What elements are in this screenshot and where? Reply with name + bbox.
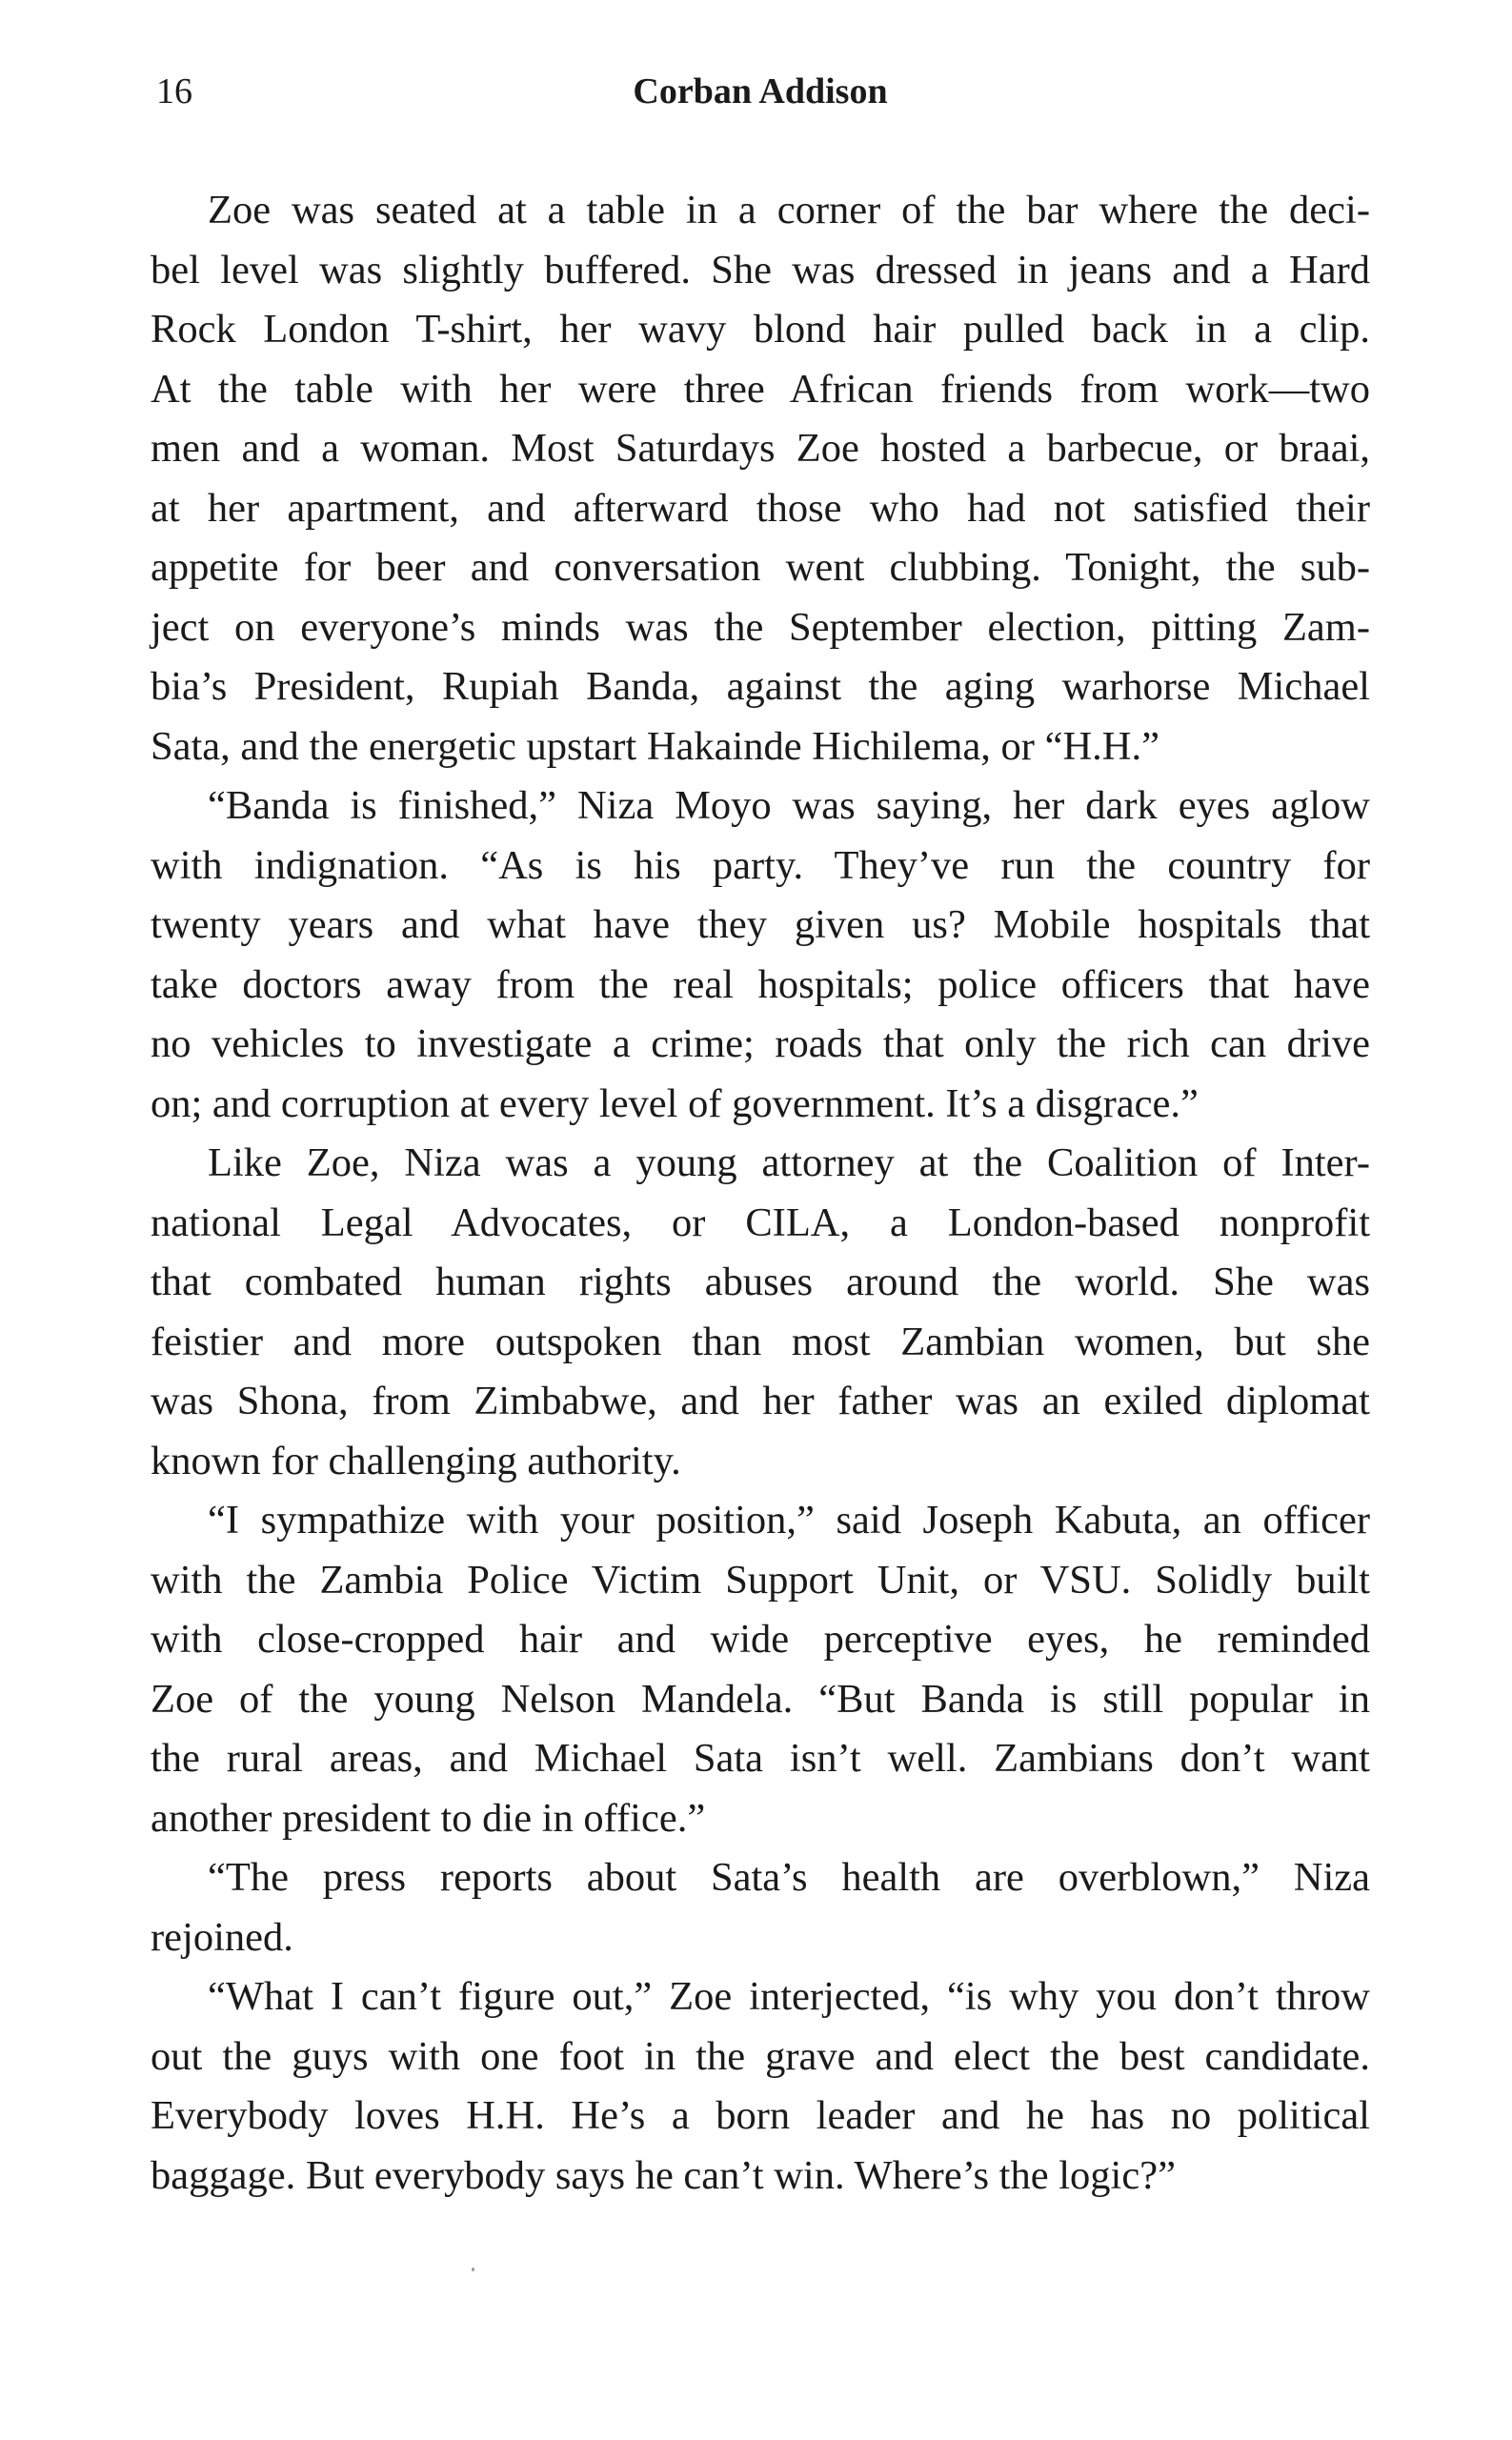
text-line: At the table with her were three African friends from work—two: [151, 366, 1370, 412]
text-line: Zoe of the young Nelson Mandela. “But Banda is still popular in: [151, 1676, 1370, 1722]
text-line: Rock London T-shirt, her wavy blond hair pulled back in a clip.: [151, 307, 1370, 352]
text-line: bia’s President, Rupiah Banda, against the aging warhorse Michael: [151, 664, 1370, 709]
text-line: “What I can’t figure out,” Zoe interjected, “is why you don’t throw: [208, 1974, 1370, 2019]
text-line: appetite for beer and conversation went clubbing. Tonight, the sub-: [151, 545, 1370, 590]
text-line: with the Zambia Police Victim Support Unit, or VSU. Solidly built: [151, 1557, 1370, 1603]
text-line: “The press reports about Sata’s health are overblown,” Niza: [208, 1855, 1370, 1900]
text-line: another president to die in office.”: [151, 1795, 706, 1841]
paragraph: [151, 1491, 1370, 1848]
author-name: Corban Addison: [633, 71, 888, 111]
text-line: rejoined.: [151, 1914, 293, 1960]
scan-speck: [472, 2268, 474, 2271]
text-line: the rural areas, and Michael Sata isn’t well. Zambians don’t want: [151, 1736, 1370, 1781]
text-line: twenty years and what have they given us? Mobile hospitals that: [151, 902, 1370, 947]
text-line: on; and corruption at every level of government. It’s a disgrace.”: [151, 1080, 1199, 1126]
text-line: Everybody loves H.H. He’s a born leader and he has no political: [151, 2093, 1370, 2138]
text-line: Like Zoe, Niza was a young attorney at the Coalition of Inter-: [208, 1140, 1370, 1185]
text-line: no vehicles to investigate a crime; roads that only the rich can drive: [151, 1021, 1370, 1066]
text-line: baggage. But everybody says he can’t win. Where’s the logic?”: [151, 2152, 1176, 2198]
text-line: take doctors away from the real hospitals; police officers that have: [151, 961, 1370, 1007]
page-number: 16: [156, 71, 192, 111]
text-line: feistier and more outspoken than most Zambian women, but she: [151, 1319, 1370, 1364]
text-line: “Banda is finished,” Niza Moyo was saying, her dark eyes aglow: [208, 783, 1370, 828]
text-line: national Legal Advocates, or CILA, a London-based nonprofit: [151, 1200, 1370, 1245]
paragraph: [151, 181, 1370, 776]
body-text: [151, 181, 1370, 2206]
text-line: out the guys with one foot in the grave and elect the best candidate.: [151, 2033, 1370, 2079]
text-line: known for challenging authority.: [151, 1438, 681, 1483]
text-line: with close-cropped hair and wide perceptive eyes, he reminded: [151, 1617, 1370, 1662]
text-line: ject on everyone’s minds was the September election, pitting Zam-: [151, 604, 1370, 650]
text-line: Sata, and the energetic upstart Hakainde Hichilema, or “H.H.”: [151, 723, 1159, 769]
paragraph: [151, 1967, 1370, 2206]
text-line: men and a woman. Most Saturdays Zoe hosted a barbecue, or braai,: [151, 426, 1370, 471]
paragraph: [151, 1848, 1370, 1967]
text-line: with indignation. “As is his party. They’ve run the country for: [151, 842, 1370, 888]
paragraph: [151, 776, 1370, 1134]
text-line: at her apartment, and afterward those who had not satisfied their: [151, 485, 1370, 531]
text-line: bel level was slightly buffered. She was dressed in jeans and a Hard: [151, 247, 1370, 292]
text-line: Zoe was seated at a table in a corner of the bar where the deci-: [208, 188, 1370, 232]
text-line: that combated human rights abuses around the world. She was: [151, 1260, 1370, 1304]
text-line: was Shona, from Zimbabwe, and her father was an exiled diplomat: [151, 1379, 1370, 1423]
paragraph: [151, 1134, 1370, 1491]
text-line: “I sympathize with your position,” said Joseph Kabuta, an officer: [208, 1498, 1370, 1543]
running-head: [151, 65, 1370, 118]
